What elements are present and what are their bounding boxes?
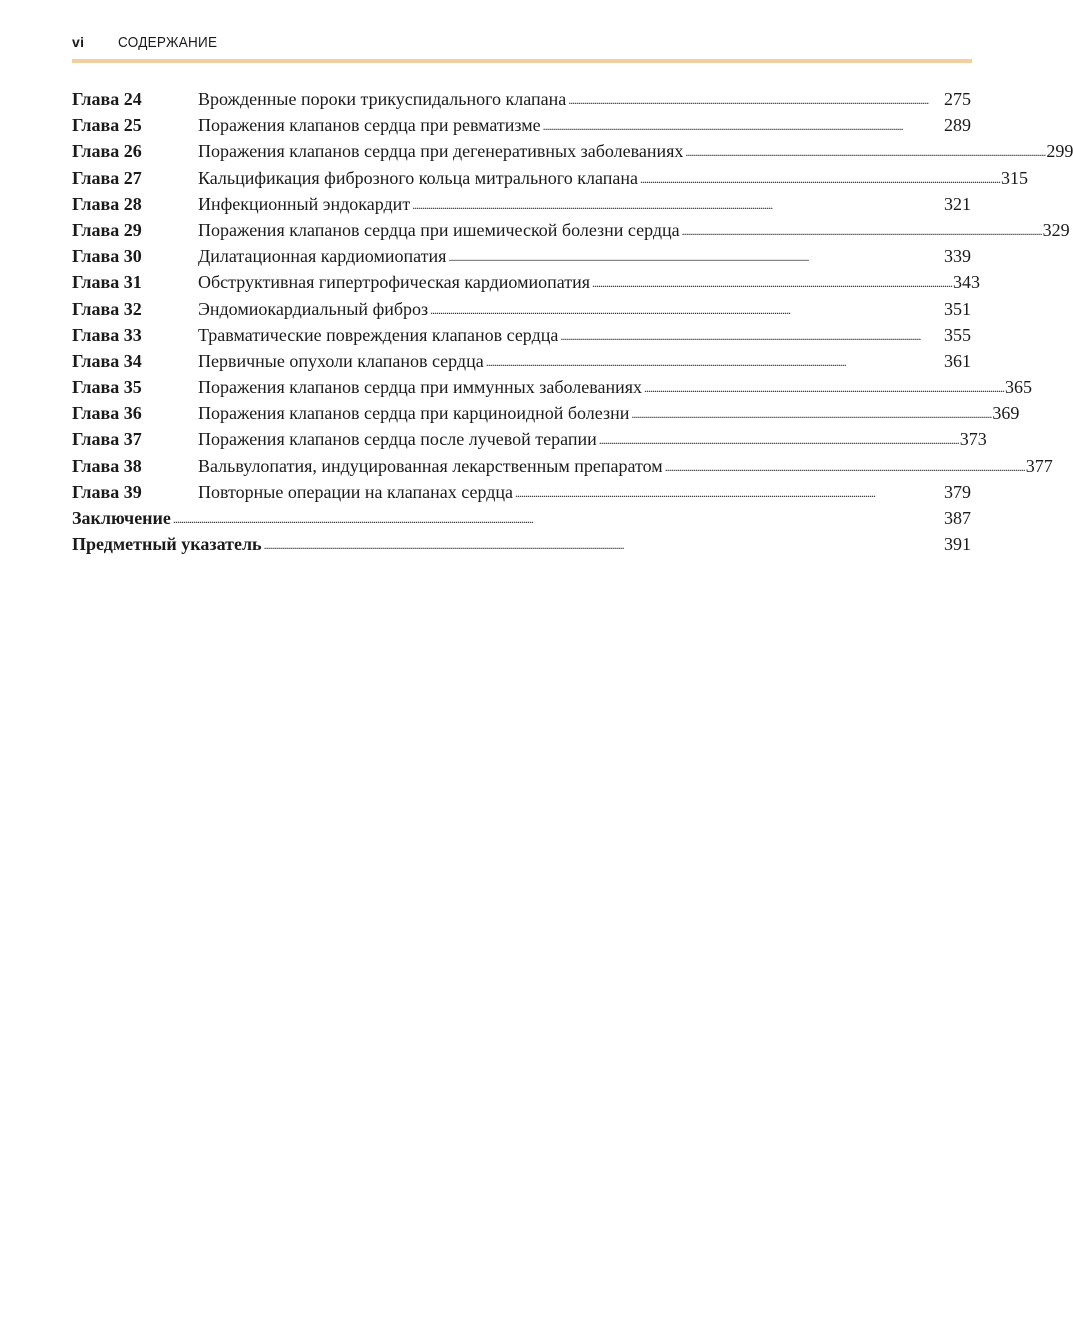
chapter-title: Поражения клапанов сердца при карциноидной болезни xyxy=(198,403,630,424)
chapter-number: Глава 38 xyxy=(72,455,142,476)
toc-entry-38[interactable] xyxy=(72,453,1053,479)
dot-leader xyxy=(173,504,942,532)
page-ref: 377 xyxy=(1025,455,1053,476)
page-ref: 299 xyxy=(1046,141,1073,162)
index-title: Предметный указатель xyxy=(72,534,262,555)
chapter-number: Глава 26 xyxy=(72,141,142,162)
page-ref: 289 xyxy=(944,115,971,136)
chapter-title: Дилатационная кардиомиопатия xyxy=(198,246,447,267)
header-rule xyxy=(72,59,972,63)
chapter-title: Инфекционный эндокардит xyxy=(198,193,411,214)
running-title: СОДЕРЖАНИЕ xyxy=(118,34,218,51)
chapter-title: Первичные опухоли клапанов сердца xyxy=(198,350,484,371)
page-ref: 351 xyxy=(944,298,971,319)
toc-entry-29[interactable] xyxy=(72,217,1070,243)
dot-leader xyxy=(682,216,1041,244)
dot-leader xyxy=(430,295,942,323)
dot-leader xyxy=(665,452,1024,480)
chapter-title: Вальвулопатия, индуцированная лекарственным препаратом xyxy=(198,455,663,476)
chapter-title: Травматические повреждения клапанов сердца xyxy=(198,324,559,345)
chapter-number: Глава 34 xyxy=(72,350,142,371)
page-ref: 275 xyxy=(944,89,971,109)
dot-leader xyxy=(599,425,958,453)
chapter-title: Поражения клапанов сердца после лучевой терапии xyxy=(198,429,597,450)
conclusion-title: Заключение xyxy=(72,508,171,528)
page-ref: 329 xyxy=(1042,219,1070,240)
toc-entry-39[interactable] xyxy=(72,479,971,505)
running-header xyxy=(72,32,972,60)
toc-entry-28[interactable] xyxy=(72,191,971,217)
toc-entry-24[interactable] xyxy=(72,86,971,112)
chapter-title: Поражения клапанов сердца при иммунных заболеваниях xyxy=(198,377,643,398)
chapter-title: Поражения клапанов сердца при дегенеративных заболеваниях xyxy=(198,141,684,162)
dot-leader xyxy=(592,268,951,296)
page-ref: 373 xyxy=(959,429,987,450)
toc-entry-26[interactable] xyxy=(72,138,1073,164)
chapter-number: Глава 28 xyxy=(72,193,142,214)
toc-entry-34[interactable] xyxy=(72,348,971,374)
dot-leader xyxy=(685,137,1044,165)
chapter-title: Повторные операции на клапанах сердца xyxy=(198,481,513,502)
chapter-number: Глава 30 xyxy=(72,246,142,267)
page-ref: 321 xyxy=(944,193,971,214)
toc-entry-35[interactable] xyxy=(72,374,1033,400)
page-number: vi xyxy=(72,34,85,50)
dot-leader xyxy=(568,85,942,113)
toc-entry-36[interactable] xyxy=(72,400,1020,426)
toc-entry-index[interactable] xyxy=(72,531,971,557)
chapter-number: Глава 36 xyxy=(72,403,142,424)
page-ref: 355 xyxy=(944,324,971,345)
page-ref: 315 xyxy=(1000,167,1028,188)
chapter-number: Глава 32 xyxy=(72,298,142,319)
chapter-title: Поражения клапанов сердца при ишемической болезни сердца xyxy=(198,219,680,240)
toc-entry-31[interactable] xyxy=(72,269,981,295)
chapter-number: Глава 27 xyxy=(72,167,142,188)
chapter-title: Поражения клапанов сердца при ревматизме xyxy=(198,115,541,136)
chapter-number: Глава 25 xyxy=(72,115,142,136)
page-ref: 365 xyxy=(1005,377,1033,398)
dot-leader xyxy=(631,399,990,427)
table-of-contents xyxy=(72,86,1073,557)
page-ref: 343 xyxy=(953,272,981,293)
page-ref: 391 xyxy=(944,534,971,555)
toc-entry-30[interactable] xyxy=(72,243,971,269)
chapter-number: Глава 39 xyxy=(72,481,142,502)
chapter-number: Глава 37 xyxy=(72,429,142,450)
chapter-title: Эндомиокардиальный фиброз xyxy=(198,298,429,319)
toc-entry-27[interactable] xyxy=(72,165,1028,191)
dot-leader xyxy=(560,321,942,349)
chapter-number: Глава 35 xyxy=(72,377,142,398)
dot-leader xyxy=(543,111,942,139)
page-ref: 339 xyxy=(944,246,971,267)
chapter-title: Врожденные пороки трикуспидального клапана xyxy=(198,89,567,109)
toc-entry-25[interactable] xyxy=(72,112,971,138)
chapter-number: Глава 33 xyxy=(72,324,142,345)
toc-entry-32[interactable] xyxy=(72,296,971,322)
page-ref: 361 xyxy=(944,350,971,371)
dot-leader xyxy=(640,164,999,192)
dot-leader xyxy=(644,373,1003,401)
toc-entry-conclusion[interactable] xyxy=(72,505,971,531)
page-ref: 369 xyxy=(992,403,1020,424)
page-ref: 379 xyxy=(944,481,971,502)
dot-leader xyxy=(264,530,942,558)
toc-entry-33[interactable] xyxy=(72,322,971,348)
chapter-number: Глава 29 xyxy=(72,219,142,240)
page-ref: 387 xyxy=(944,508,971,528)
chapter-number: Глава 24 xyxy=(72,89,142,109)
toc-entry-37[interactable] xyxy=(72,426,987,452)
chapter-title: Кальцификация фиброзного кольца митрального клапана xyxy=(198,167,638,188)
chapter-number: Глава 31 xyxy=(72,272,142,293)
chapter-title: Обструктивная гипертрофическая кардиомиопатия xyxy=(198,272,591,293)
dot-leader xyxy=(486,347,942,375)
dot-leader xyxy=(515,478,942,506)
dot-leader xyxy=(448,242,942,270)
dot-leader xyxy=(412,190,942,218)
